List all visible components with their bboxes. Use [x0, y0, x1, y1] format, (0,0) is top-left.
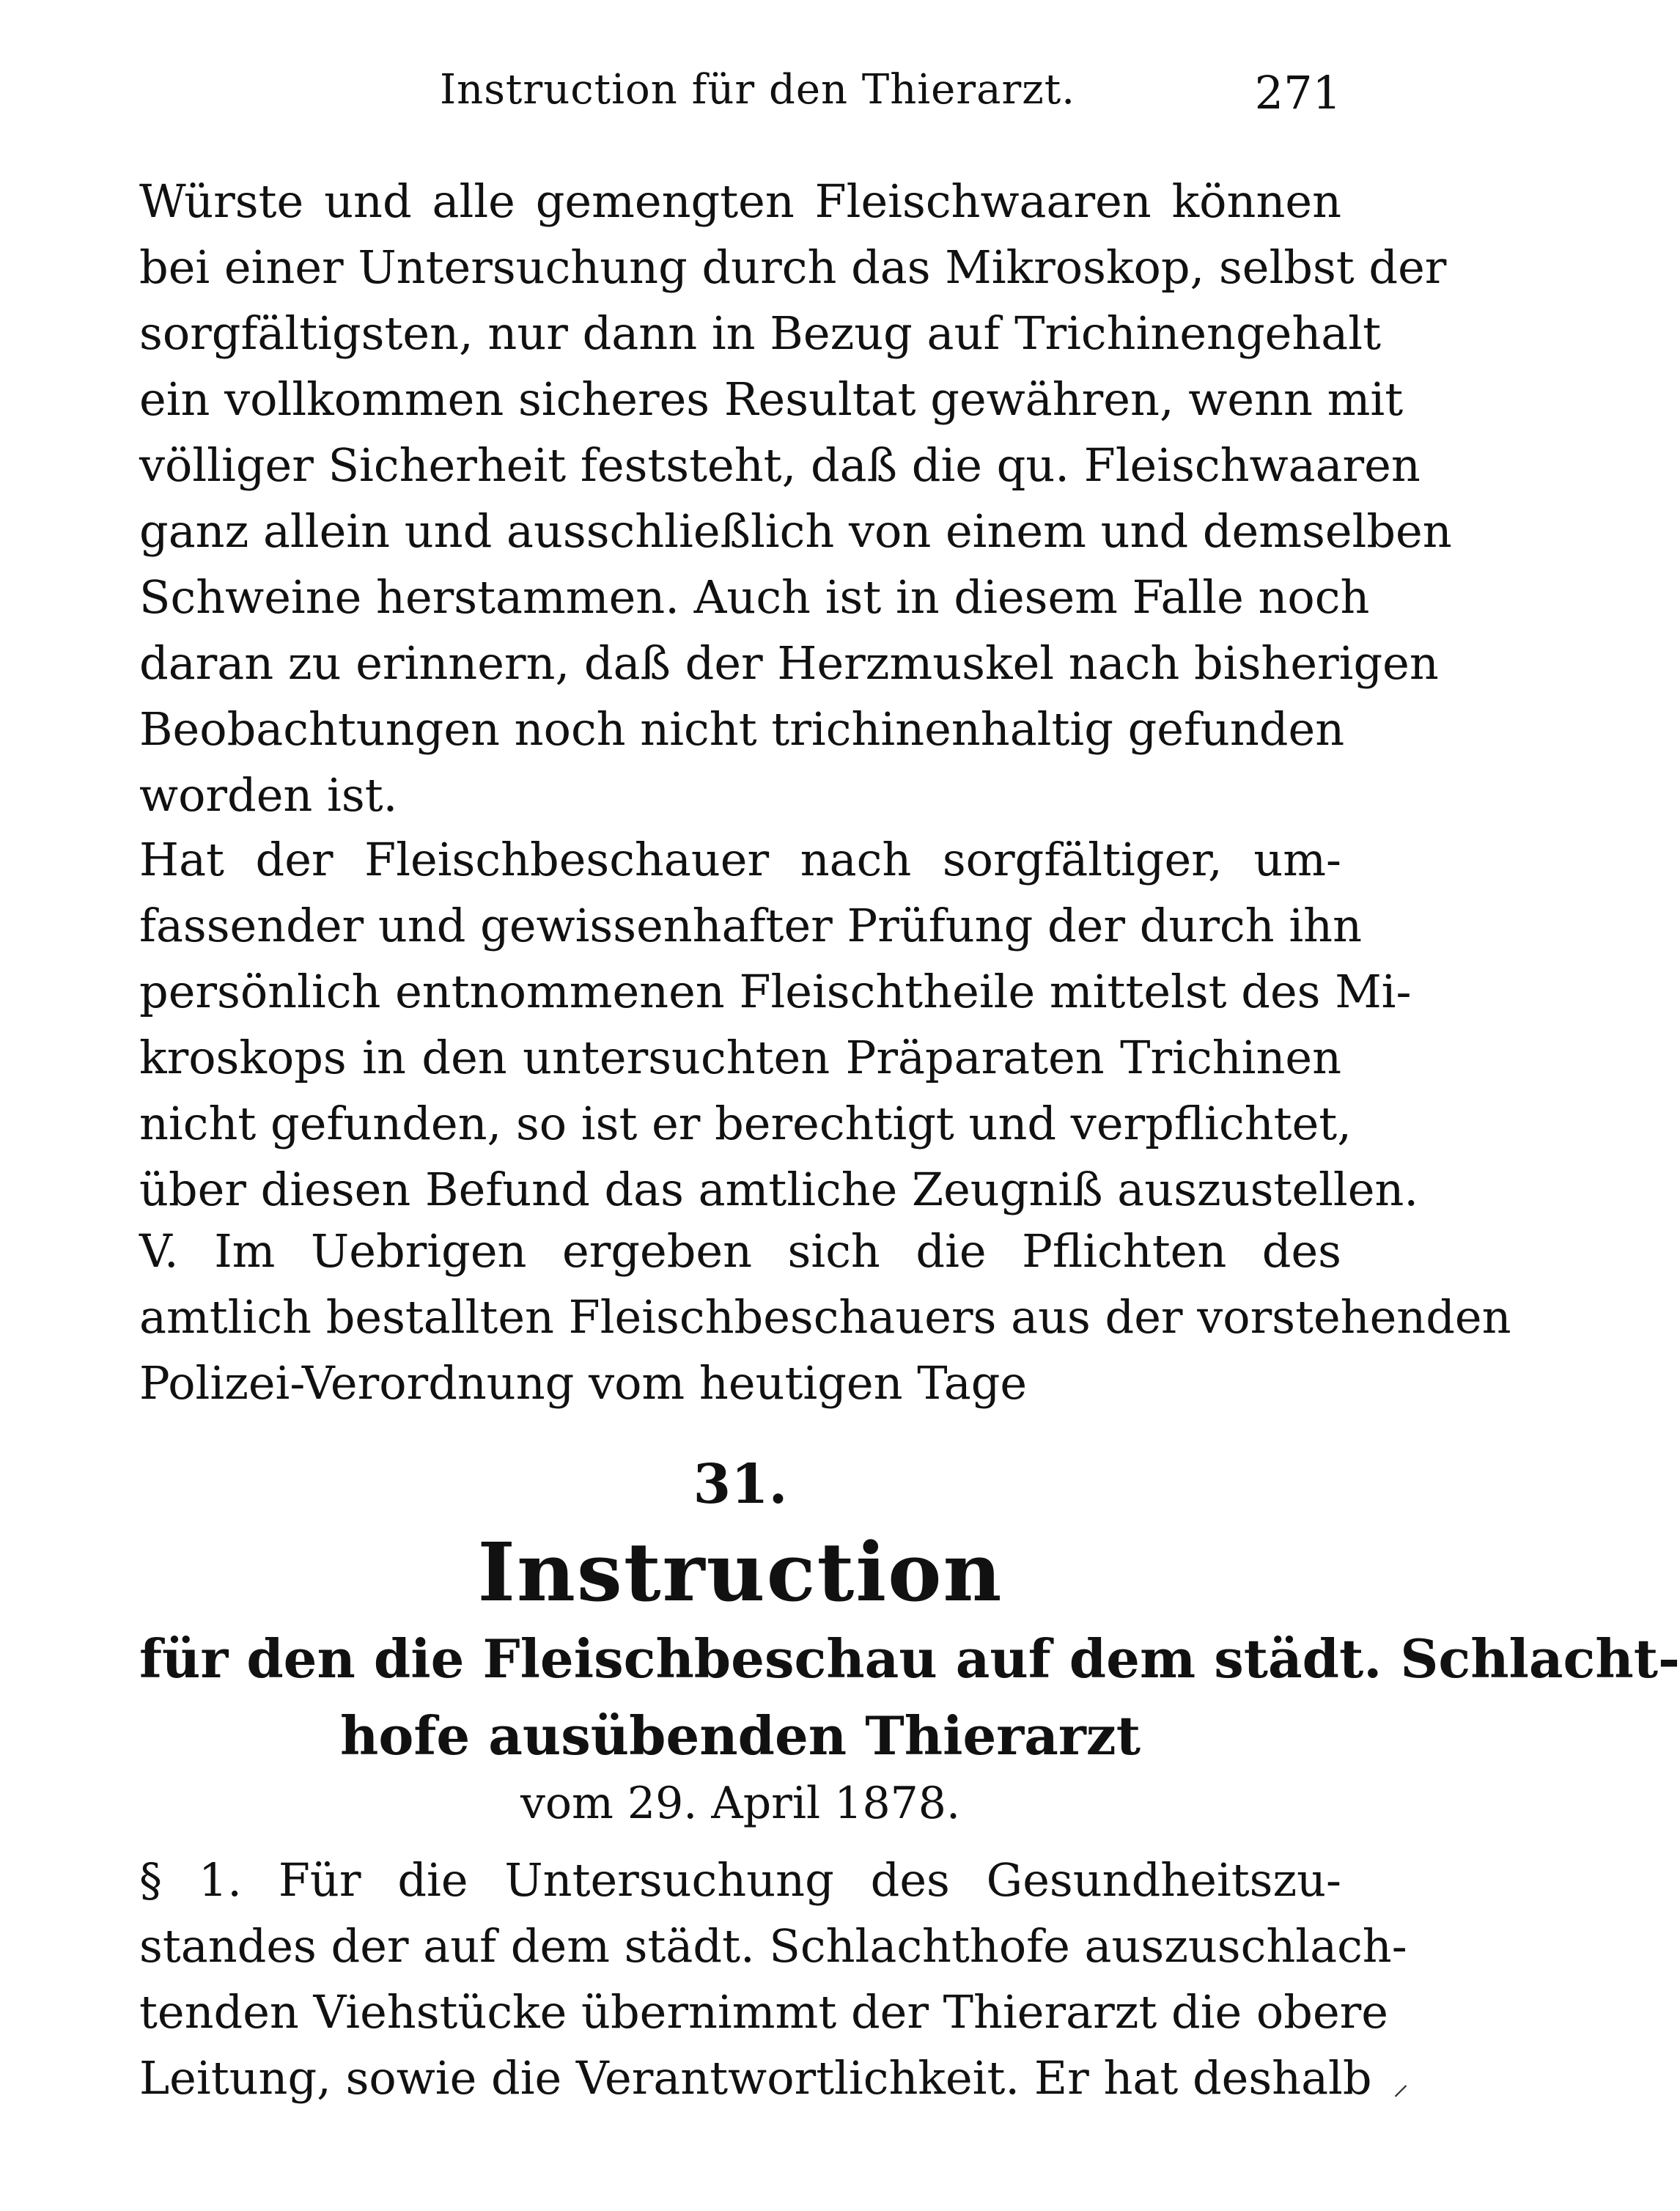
text-line: Polizei-Verordnung vom heutigen Tage — [139, 1356, 1028, 1410]
text-line: persönlich entnommenen Fleischtheile mittelst des Mi- — [139, 965, 1412, 1018]
text-line: über diesen Befund das amtliche Zeugniß auszustellen. — [139, 1163, 1419, 1216]
section-date: vom 29. April 1878. — [520, 1778, 961, 1829]
subtitle-line: hofe ausübenden Thierarzt — [340, 1704, 1141, 1767]
section-subtitle — [139, 1620, 1680, 1774]
text-line: fassender und gewissenhafter Prüfung der durch ihn — [139, 899, 1363, 952]
text-line: V. Im Uebrigen ergeben sich die Pflichten des — [139, 1224, 1341, 1278]
text-line: ganz allein und ausschließlich von einem und demselben — [139, 504, 1452, 558]
subtitle-line: für den die Fleischbeschau auf dem städt. Schlacht- — [139, 1627, 1680, 1690]
page-number: 271 — [1254, 66, 1341, 119]
text-line: amtlich bestallten Fleischbeschauers aus der vorstehenden — [139, 1290, 1511, 1344]
paragraph-fleischbeschauer — [139, 827, 1419, 1223]
text-line: Hat der Fleischbeschauer nach sorgfältiger, um- — [139, 833, 1341, 886]
paragraph-wuerste — [139, 169, 1452, 828]
text-line: daran zu erinnern, daß der Herzmuskel nach bisherigen — [139, 636, 1439, 690]
text-line: Leitung, sowie die Verantwortlichkeit. Er hat deshalb — [139, 2051, 1372, 2105]
text-line: Schweine herstammen. Auch ist in diesem Falle noch — [139, 570, 1370, 624]
text-line: völliger Sicherheit feststeht, daß die qu. Fleischwaaren — [139, 438, 1421, 492]
paragraph-section-v — [139, 1218, 1511, 1416]
text-line: nicht gefunden, so ist er berechtigt und verpflichtet, — [139, 1097, 1352, 1150]
text-line: sorgfältigsten, nur dann in Bezug auf Trichinengehalt — [139, 306, 1381, 360]
text-line: § 1. Für die Untersuchung des Gesundheitszu- — [139, 1853, 1341, 1907]
text-line: kroskops in den untersuchten Präparaten Trichinen — [139, 1031, 1341, 1084]
running-title: Instruction für den Thierarzt. — [440, 66, 1076, 114]
text-line: Würste und alle gemengten Fleischwaaren können — [139, 174, 1341, 228]
text-line: bei einer Untersuchung durch das Mikroskop, selbst der — [139, 240, 1447, 294]
text-line: standes der auf dem städt. Schlachthofe auszuschlach- — [139, 1919, 1407, 1973]
section-number: 31. — [693, 1453, 788, 1516]
paragraph-paragraph-1 — [139, 1847, 1407, 2111]
text-line: worden ist. — [139, 768, 398, 822]
running-head — [139, 66, 1341, 132]
text-line: tenden Viehstücke übernimmt der Thierarzt die obere — [139, 1985, 1388, 2039]
section-title: Instruction — [477, 1525, 1003, 1619]
text-line: Beobachtungen noch nicht trichinenhaltig gefunden — [139, 702, 1345, 756]
text-line: ein vollkommen sicheres Resultat gewähren, wenn mit — [139, 372, 1404, 426]
margin-mark-icon: ⸝ — [1393, 2065, 1409, 2103]
